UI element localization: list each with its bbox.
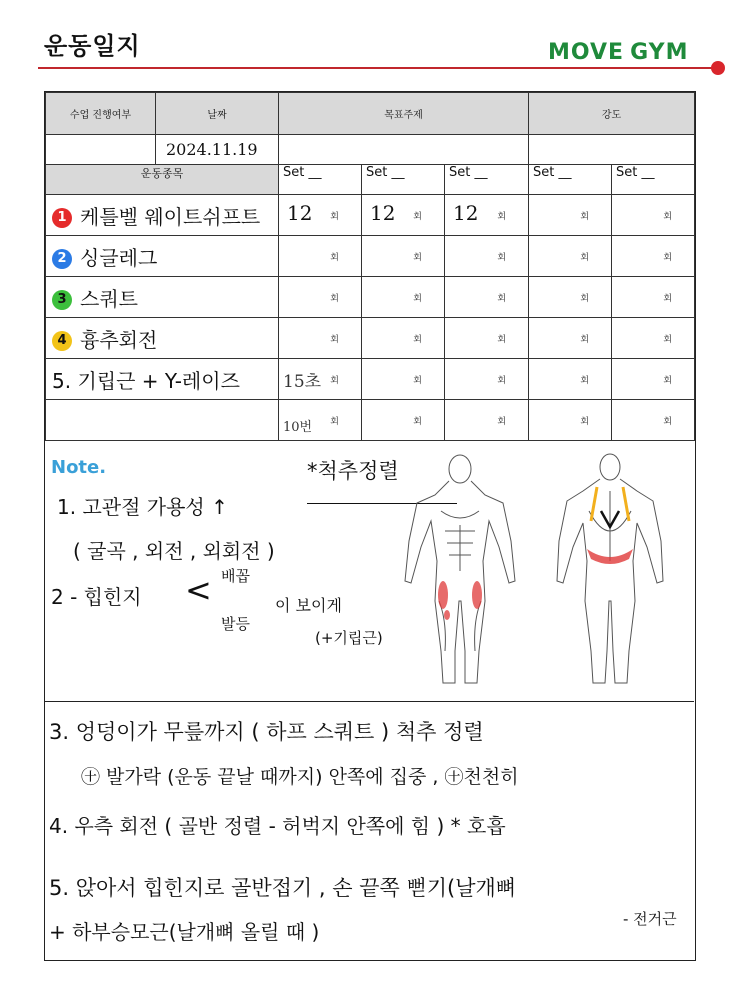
set-cell[interactable]	[612, 277, 695, 318]
exercise-name: 흉추회전	[80, 327, 158, 352]
exercise-number-badge: 4	[52, 331, 72, 351]
goal-header: 목표주제	[279, 93, 529, 135]
set-cell[interactable]	[445, 236, 529, 277]
set-cell[interactable]	[529, 277, 612, 318]
workout-sheet	[44, 91, 696, 961]
set-cell[interactable]	[445, 318, 529, 359]
set-cell[interactable]	[612, 318, 695, 359]
set-value: 15초	[283, 372, 322, 392]
set-cell[interactable]	[612, 359, 695, 400]
set-unit: 회	[497, 376, 507, 386]
brand-logo	[548, 40, 688, 65]
set-unit: 회	[330, 376, 339, 386]
set-cell[interactable]	[362, 359, 445, 400]
logo-move-text: MOVE	[548, 40, 625, 65]
set-unit: 회	[580, 294, 590, 304]
note-visible: 이 보이게	[275, 596, 342, 615]
exercise-row	[46, 318, 695, 359]
set-cell[interactable]	[612, 236, 695, 277]
date-value[interactable]: 2024.11.19	[156, 135, 279, 165]
intensity-header: 강도	[529, 93, 695, 135]
set-cell[interactable]	[612, 195, 695, 236]
set-unit: 회	[497, 294, 507, 304]
set-unit: 회	[413, 417, 422, 427]
set-header-5: Set __	[612, 165, 695, 195]
set-value: 10번	[283, 420, 313, 435]
set-cell[interactable]	[279, 195, 362, 236]
set-cell[interactable]	[529, 236, 612, 277]
exercise-name: 5. 기립근 + Y-레이즈	[52, 368, 240, 393]
exercise-name-cell[interactable]	[46, 400, 279, 441]
set-unit: 회	[663, 212, 673, 222]
set-header-2: Set __	[362, 165, 445, 195]
set-unit: 회	[663, 335, 673, 345]
exercise-name-cell[interactable]	[46, 236, 279, 277]
note-line-3: 2 - 힙힌지	[51, 585, 142, 609]
set-unit: 회	[413, 253, 422, 263]
exercise-name-cell[interactable]	[46, 195, 279, 236]
set-cell[interactable]	[362, 277, 445, 318]
set-value: 12	[370, 201, 396, 225]
exercise-type-header: 운동종목	[46, 165, 279, 195]
back-body-figure	[545, 451, 675, 691]
set-cell[interactable]	[612, 400, 695, 441]
notes-bottom-section	[45, 702, 694, 960]
set-unit: 회	[497, 335, 507, 345]
exercise-row	[46, 400, 695, 441]
set-cell[interactable]	[279, 236, 362, 277]
set-value: 12	[453, 201, 479, 225]
note-bottom-line-1: 3. 엉덩이가 무릎까지 ( 하프 스쿼트 ) 척추 정렬	[49, 720, 484, 744]
set-unit: 회	[580, 335, 590, 345]
exercise-name: 케틀벨 웨이트쉬프트	[80, 204, 261, 229]
page-title: 운동일지	[44, 32, 141, 60]
exercise-row	[46, 277, 695, 318]
set-unit: 회	[663, 417, 673, 427]
set-cell[interactable]	[529, 318, 612, 359]
progress-header: 수업 진행여부	[46, 93, 156, 135]
note-line-2: ( 굴곡 , 외전 , 외회전 )	[73, 539, 275, 563]
note-bottom-line-4: 5. 앉아서 힙힌지로 골반접기 , 손 끝쪽 뻗기(날개뼈	[49, 876, 517, 900]
exercise-name-cell[interactable]	[46, 359, 279, 400]
set-unit: 회	[663, 253, 673, 263]
set-value: 12	[287, 201, 313, 225]
note-erector: (+기립근)	[315, 629, 383, 647]
set-cell[interactable]	[362, 195, 445, 236]
note-line-1: 1. 고관절 가용성 ↑	[57, 495, 228, 519]
header-dot	[711, 61, 725, 75]
set-unit: 회	[413, 376, 422, 386]
set-unit: 회	[497, 212, 507, 222]
set-cell[interactable]	[529, 359, 612, 400]
exercise-name: 싱글레그	[80, 245, 158, 270]
set-unit: 회	[413, 335, 422, 345]
intensity-value[interactable]	[529, 135, 695, 165]
exercise-row	[46, 195, 695, 236]
set-cell[interactable]	[445, 195, 529, 236]
date-header: 날짜	[156, 93, 279, 135]
set-cell[interactable]	[362, 318, 445, 359]
set-cell[interactable]	[445, 277, 529, 318]
note-bottom-line-2: ㊉ 발가락 (운동 끝날 때까지) 안쪽에 집중 , ㊉천천히	[81, 766, 519, 788]
set-unit: 회	[413, 212, 422, 222]
set-unit: 회	[413, 294, 422, 304]
workout-table	[45, 92, 695, 441]
set-unit: 회	[497, 253, 507, 263]
set-unit: 회	[580, 417, 590, 427]
notes-label: Note.	[51, 457, 107, 478]
note-bottom-line-6: - 전거근	[623, 910, 677, 928]
exercise-name-cell[interactable]	[46, 277, 279, 318]
set-cell[interactable]	[445, 400, 529, 441]
set-cell[interactable]	[279, 277, 362, 318]
set-cell[interactable]	[529, 400, 612, 441]
exercise-row	[46, 359, 695, 400]
notes-section	[45, 441, 694, 702]
set-unit: 회	[663, 376, 673, 386]
exercise-row	[46, 236, 695, 277]
set-unit: 회	[580, 253, 590, 263]
set-cell[interactable]	[279, 318, 362, 359]
set-unit: 회	[663, 294, 673, 304]
exercise-number-badge: 1	[52, 208, 72, 228]
set-unit: 회	[330, 212, 339, 222]
note-spine-alignment: *척추정렬	[307, 459, 399, 483]
front-body-figure	[395, 451, 525, 691]
exercise-number-badge: 2	[52, 249, 72, 269]
progress-value[interactable]	[46, 135, 156, 165]
set-unit: 회	[580, 376, 590, 386]
set-unit: 회	[330, 294, 339, 304]
exercise-name-cell[interactable]	[46, 318, 279, 359]
set-cell[interactable]	[362, 236, 445, 277]
set-unit: 회	[330, 417, 339, 427]
set-header-1: Set __	[279, 165, 362, 195]
set-cell[interactable]	[529, 195, 612, 236]
set-cell[interactable]	[279, 359, 362, 400]
set-unit: 회	[497, 417, 507, 427]
set-unit: 회	[580, 212, 590, 222]
goal-value[interactable]	[279, 135, 529, 165]
set-cell[interactable]	[362, 400, 445, 441]
set-header-3: Set __	[445, 165, 529, 195]
set-unit: 회	[330, 253, 339, 263]
set-cell[interactable]	[279, 400, 362, 441]
note-bottom-line-3: 4. 우측 회전 ( 골반 정렬 - 허벅지 안쪽에 힘 ) * 호흡	[49, 814, 506, 838]
exercise-number-badge: 3	[52, 290, 72, 310]
set-unit: 회	[330, 335, 339, 345]
note-bottom-line-5: + 하부승모근(날개뼈 올릴 때 )	[49, 920, 320, 944]
exercise-name: 스쿼트	[80, 286, 138, 311]
note-instep: 발등	[221, 615, 250, 633]
note-navel: 배꼽	[221, 567, 250, 585]
set-cell[interactable]	[445, 359, 529, 400]
note-bracket: <	[185, 571, 212, 609]
header-rule	[38, 67, 718, 69]
logo-gym-text: GYM	[630, 40, 689, 65]
set-header-4: Set __	[529, 165, 612, 195]
